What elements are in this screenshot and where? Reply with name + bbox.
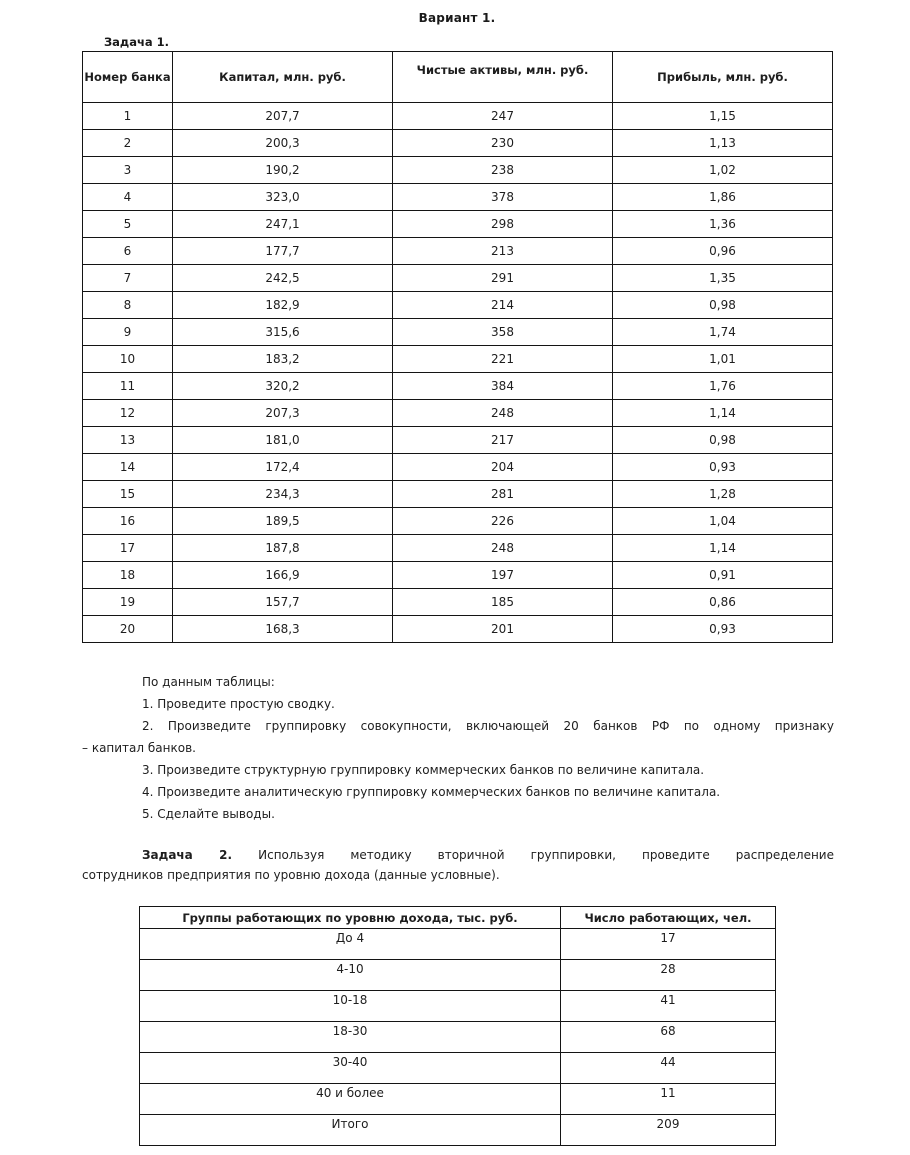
task2-line-1 <box>82 845 834 865</box>
table-row <box>83 265 833 292</box>
cell-worker-count: 28 <box>561 960 776 991</box>
cell-capital: 182,9 <box>173 292 393 319</box>
page-title: Вариант 1. <box>418 11 496 25</box>
cell-profit: 1,04 <box>613 508 833 535</box>
cell-income-group: 4-10 <box>140 960 561 991</box>
task1-instructions <box>82 671 834 825</box>
cell-profit: 1,01 <box>613 346 833 373</box>
cell-net-assets: 197 <box>393 562 613 589</box>
table-row <box>83 454 833 481</box>
task2-description <box>82 845 834 885</box>
cell-income-group: 30-40 <box>140 1053 561 1084</box>
table-row <box>83 562 833 589</box>
cell-net-assets: 214 <box>393 292 613 319</box>
banks-table <box>82 51 833 643</box>
cell-capital: 172,4 <box>173 454 393 481</box>
cell-bank-number: 4 <box>83 184 173 211</box>
cell-bank-number: 5 <box>83 211 173 238</box>
cell-profit: 1,36 <box>613 211 833 238</box>
cell-bank-number: 15 <box>83 481 173 508</box>
cell-profit: 1,13 <box>613 130 833 157</box>
cell-worker-count: 44 <box>561 1053 776 1084</box>
table-row <box>83 589 833 616</box>
table-row <box>83 373 833 400</box>
table-row <box>83 130 833 157</box>
cell-bank-number: 17 <box>83 535 173 562</box>
table-row <box>140 1115 776 1146</box>
cell-bank-number: 7 <box>83 265 173 292</box>
column-header-net-assets: Чистые активы, млн. руб. <box>393 52 613 103</box>
column-header-bank-number: Номер банка <box>83 52 173 103</box>
table-row <box>140 960 776 991</box>
table-row <box>83 238 833 265</box>
cell-income-group: До 4 <box>140 929 561 960</box>
table-row <box>140 1084 776 1115</box>
cell-capital: 166,9 <box>173 562 393 589</box>
cell-capital: 189,5 <box>173 508 393 535</box>
table-row <box>140 1053 776 1084</box>
table-row <box>83 508 833 535</box>
cell-capital: 320,2 <box>173 373 393 400</box>
instructions-intro: По данным таблицы: <box>142 675 275 689</box>
cell-capital: 181,0 <box>173 427 393 454</box>
cell-profit: 1,15 <box>613 103 833 130</box>
cell-bank-number: 19 <box>83 589 173 616</box>
task2-text-line1: Используя методику вторичной группировки, проведите распределение <box>258 848 834 862</box>
cell-capital: 157,7 <box>173 589 393 616</box>
cell-net-assets: 238 <box>393 157 613 184</box>
cell-net-assets: 213 <box>393 238 613 265</box>
income-table-header-row <box>140 907 776 929</box>
column-header-capital: Капитал, млн. руб. <box>173 52 393 103</box>
column-header-profit: Прибыль, млн. руб. <box>613 52 833 103</box>
cell-profit: 1,14 <box>613 535 833 562</box>
cell-bank-number: 12 <box>83 400 173 427</box>
cell-income-group: 40 и более <box>140 1084 561 1115</box>
cell-profit: 1,86 <box>613 184 833 211</box>
cell-bank-number: 3 <box>83 157 173 184</box>
banks-table-body <box>83 103 833 643</box>
cell-net-assets: 217 <box>393 427 613 454</box>
cell-net-assets: 201 <box>393 616 613 643</box>
cell-capital: 242,5 <box>173 265 393 292</box>
table-row <box>83 103 833 130</box>
instruction-item: 2. Произведите группировку совокупности, включающей 20 банков РФ по одному признаку <box>142 719 834 733</box>
table-row <box>83 211 833 238</box>
cell-capital: 315,6 <box>173 319 393 346</box>
table-row <box>140 1022 776 1053</box>
cell-profit: 1,76 <box>613 373 833 400</box>
cell-capital: 187,8 <box>173 535 393 562</box>
cell-bank-number: 9 <box>83 319 173 346</box>
table-row <box>140 929 776 960</box>
cell-capital: 207,3 <box>173 400 393 427</box>
cell-bank-number: 8 <box>83 292 173 319</box>
cell-capital: 323,0 <box>173 184 393 211</box>
cell-worker-count: 209 <box>561 1115 776 1146</box>
column-header-worker-count: Число работающих, чел. <box>561 907 776 929</box>
banks-table-header-row <box>83 52 833 103</box>
instruction-item: 1. Проведите простую сводку. <box>142 697 335 711</box>
cell-net-assets: 204 <box>393 454 613 481</box>
cell-net-assets: 185 <box>393 589 613 616</box>
instruction-item-continuation: – капитал банков. <box>82 741 196 755</box>
cell-net-assets: 378 <box>393 184 613 211</box>
cell-net-assets: 281 <box>393 481 613 508</box>
cell-capital: 247,1 <box>173 211 393 238</box>
cell-profit: 1,02 <box>613 157 833 184</box>
cell-net-assets: 247 <box>393 103 613 130</box>
task1-label: Задача 1. <box>104 35 170 49</box>
cell-profit: 1,74 <box>613 319 833 346</box>
cell-income-group: 10-18 <box>140 991 561 1022</box>
cell-bank-number: 10 <box>83 346 173 373</box>
cell-bank-number: 16 <box>83 508 173 535</box>
instruction-item: 4. Произведите аналитическую группировку коммерческих банков по величине капитала. <box>142 785 721 799</box>
table-row <box>83 157 833 184</box>
table-row <box>83 616 833 643</box>
cell-capital: 168,3 <box>173 616 393 643</box>
column-header-income-group: Группы работающих по уровню дохода, тыс. руб. <box>140 907 561 929</box>
cell-worker-count: 68 <box>561 1022 776 1053</box>
cell-profit: 0,93 <box>613 616 833 643</box>
table-row <box>83 400 833 427</box>
cell-capital: 190,2 <box>173 157 393 184</box>
cell-capital: 200,3 <box>173 130 393 157</box>
cell-profit: 0,96 <box>613 238 833 265</box>
cell-profit: 1,14 <box>613 400 833 427</box>
cell-profit: 0,98 <box>613 427 833 454</box>
cell-net-assets: 298 <box>393 211 613 238</box>
table-row <box>83 346 833 373</box>
table-row <box>140 991 776 1022</box>
cell-bank-number: 14 <box>83 454 173 481</box>
cell-net-assets: 230 <box>393 130 613 157</box>
table-row <box>83 481 833 508</box>
cell-capital: 234,3 <box>173 481 393 508</box>
cell-capital: 177,7 <box>173 238 393 265</box>
table-row <box>83 319 833 346</box>
cell-profit: 0,91 <box>613 562 833 589</box>
instruction-item: 5. Сделайте выводы. <box>142 807 275 821</box>
cell-profit: 1,35 <box>613 265 833 292</box>
cell-capital: 207,7 <box>173 103 393 130</box>
cell-net-assets: 384 <box>393 373 613 400</box>
cell-capital: 183,2 <box>173 346 393 373</box>
cell-worker-count: 11 <box>561 1084 776 1115</box>
cell-bank-number: 18 <box>83 562 173 589</box>
instruction-item: 3. Произведите структурную группировку коммерческих банков по величине капитала. <box>142 763 705 777</box>
table-row <box>83 184 833 211</box>
cell-bank-number: 13 <box>83 427 173 454</box>
cell-net-assets: 358 <box>393 319 613 346</box>
cell-net-assets: 221 <box>393 346 613 373</box>
table-row <box>83 292 833 319</box>
cell-net-assets: 291 <box>393 265 613 292</box>
cell-profit: 1,28 <box>613 481 833 508</box>
cell-bank-number: 2 <box>83 130 173 157</box>
cell-net-assets: 248 <box>393 535 613 562</box>
cell-net-assets: 248 <box>393 400 613 427</box>
cell-profit: 0,93 <box>613 454 833 481</box>
table-row <box>83 535 833 562</box>
cell-bank-number: 6 <box>83 238 173 265</box>
cell-bank-number: 11 <box>83 373 173 400</box>
cell-net-assets: 226 <box>393 508 613 535</box>
cell-bank-number: 20 <box>83 616 173 643</box>
cell-worker-count: 41 <box>561 991 776 1022</box>
cell-income-group: 18-30 <box>140 1022 561 1053</box>
income-table-body <box>140 929 776 1146</box>
cell-income-group: Итого <box>140 1115 561 1146</box>
cell-profit: 0,98 <box>613 292 833 319</box>
table-row <box>83 427 833 454</box>
task2-text-line2: сотрудников предприятия по уровню дохода (данные условные). <box>82 868 500 882</box>
task2-label: Задача 2. <box>142 848 233 862</box>
cell-worker-count: 17 <box>561 929 776 960</box>
cell-profit: 0,86 <box>613 589 833 616</box>
cell-bank-number: 1 <box>83 103 173 130</box>
income-table <box>139 906 776 1146</box>
